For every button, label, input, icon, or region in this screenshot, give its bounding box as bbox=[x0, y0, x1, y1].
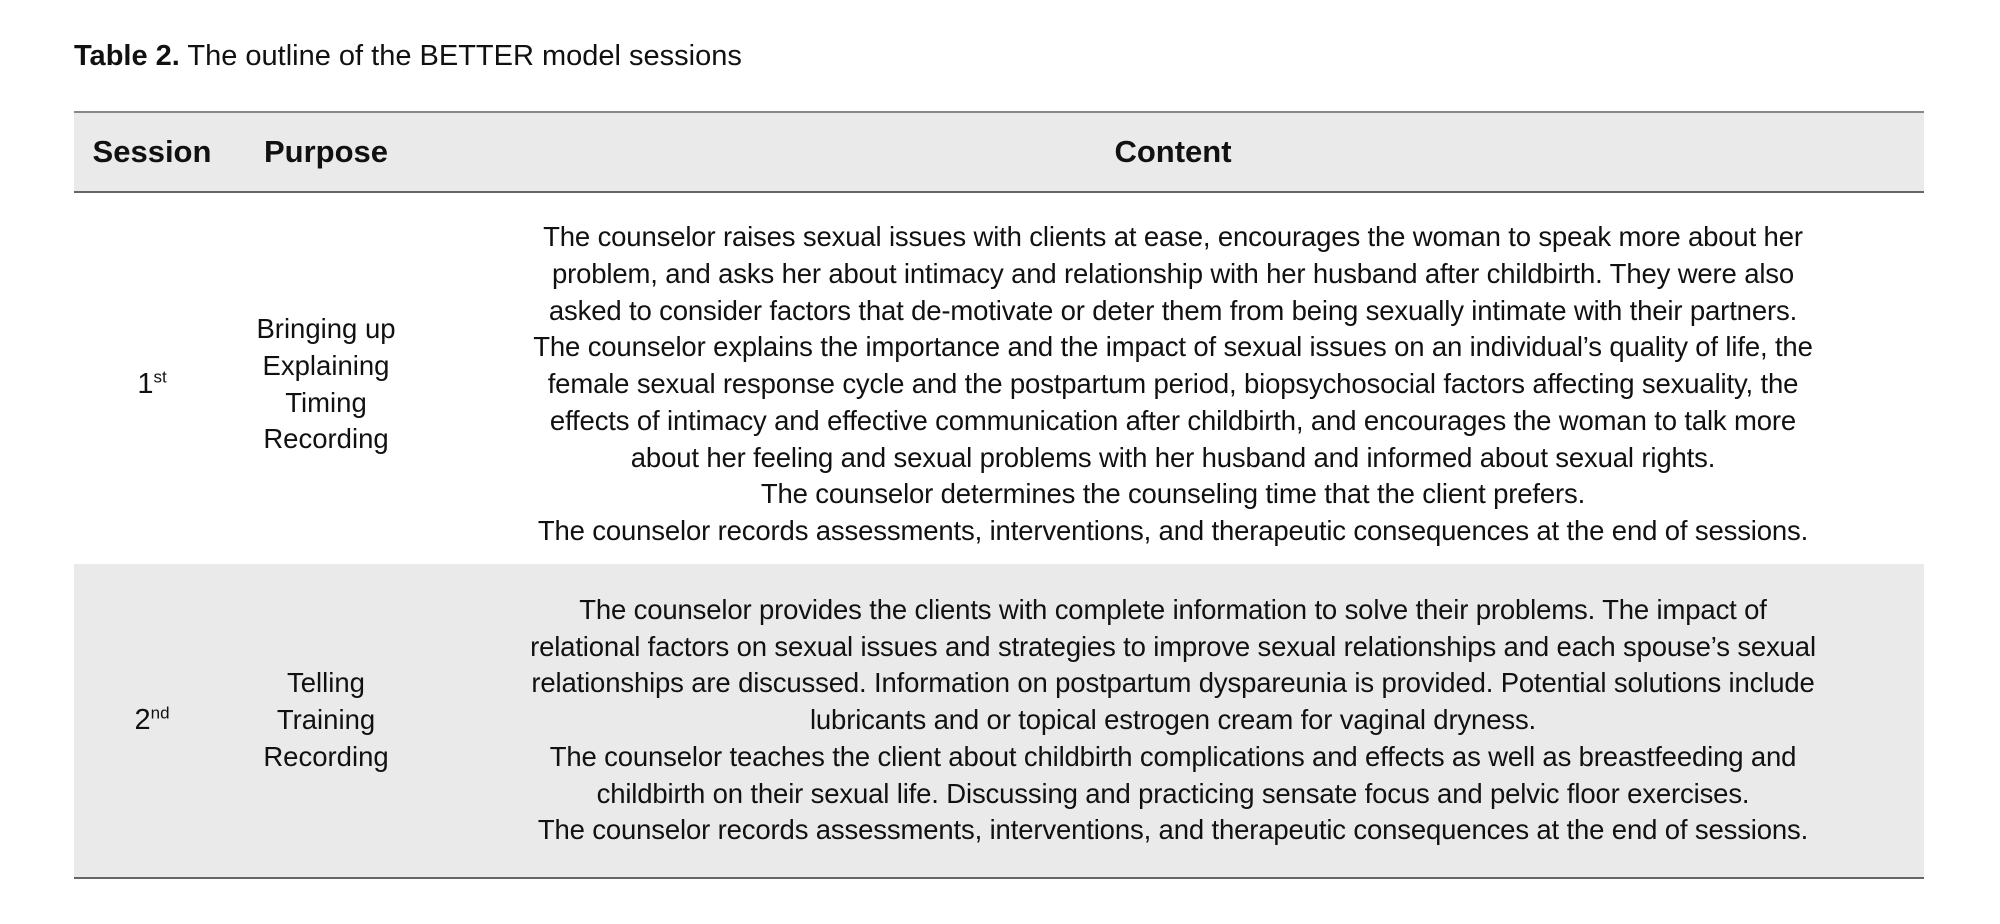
content-cell bbox=[422, 564, 1924, 878]
table-caption-text: The outline of the BETTER model sessions bbox=[179, 40, 742, 72]
purpose-line: Recording bbox=[263, 740, 389, 772]
header-content: Content bbox=[422, 112, 1924, 192]
content-line: lubricants and or topical estrogen cream for vaginal dryness. bbox=[809, 704, 1537, 736]
purpose-cell bbox=[230, 564, 422, 878]
session-suffix: nd bbox=[150, 703, 170, 723]
content-line: The counselor teaches the client about childbirth complications and effects as well as breastfeeding and bbox=[549, 740, 1797, 772]
purpose-line: Recording bbox=[263, 423, 389, 455]
purpose-line: Bringing up bbox=[256, 312, 396, 344]
content-line: The counselor records assessments, interventions, and therapeutic consequences at the end of sessions. bbox=[537, 814, 1809, 846]
content-line: relational factors on sexual issues and strategies to improve sexual relationships and each spouse’s sexual bbox=[530, 630, 1816, 662]
content-line: The counselor raises sexual issues with clients at ease, encourages the woman to speak more about her bbox=[543, 220, 1803, 252]
session-suffix: st bbox=[153, 367, 167, 387]
purpose-line: Timing bbox=[285, 386, 367, 418]
table-caption bbox=[74, 36, 742, 76]
table-row bbox=[74, 192, 1924, 564]
session-number: 2 bbox=[134, 704, 151, 737]
content-line: about her feeling and sexual problems with her husband and informed about sexual rights. bbox=[630, 441, 1716, 473]
content-line: effects of intimacy and effective communication after childbirth, and encourages the woman to talk more bbox=[549, 404, 1797, 436]
purpose-line: Explaining bbox=[262, 349, 390, 381]
content-line: relationships are discussed. Information on postpartum dyspareunia is provided. Potential solutions include bbox=[531, 667, 1815, 699]
content-line: asked to consider factors that de-motivate or deter them from being sexually intimate with their partners. bbox=[548, 294, 1798, 326]
content-line: childbirth on their sexual life. Discussing and practicing sensate focus and pelvic floor exercises. bbox=[596, 777, 1750, 809]
table-row bbox=[74, 564, 1924, 878]
content-line: The counselor explains the importance and the impact of sexual issues on an individual’s quality of life, the bbox=[533, 331, 1813, 363]
session-cell bbox=[74, 192, 230, 564]
purpose-line: Telling bbox=[287, 667, 365, 699]
purpose-line: Training bbox=[276, 704, 376, 736]
content-cell bbox=[422, 192, 1924, 564]
session-number: 1 bbox=[137, 368, 154, 401]
table-header-row bbox=[74, 112, 1924, 192]
content-line: The counselor determines the counseling time that the client prefers. bbox=[760, 478, 1586, 510]
table-caption-label: Table 2. bbox=[74, 40, 180, 72]
content-line: The counselor provides the clients with complete information to solve their problems. The impact of bbox=[579, 593, 1767, 625]
content-line: problem, and asks her about intimacy and relationship with her husband after childbirth. They were also bbox=[551, 257, 1795, 289]
purpose-cell bbox=[230, 192, 422, 564]
header-purpose: Purpose bbox=[230, 112, 422, 192]
content-line: The counselor records assessments, interventions, and therapeutic consequences at the end of sessions. bbox=[537, 515, 1809, 547]
sessions-table bbox=[74, 111, 1924, 879]
content-line: female sexual response cycle and the postpartum period, biopsychosocial factors affecting sexuality, the bbox=[547, 368, 1799, 400]
header-session: Session bbox=[74, 112, 230, 192]
session-cell bbox=[74, 564, 230, 878]
